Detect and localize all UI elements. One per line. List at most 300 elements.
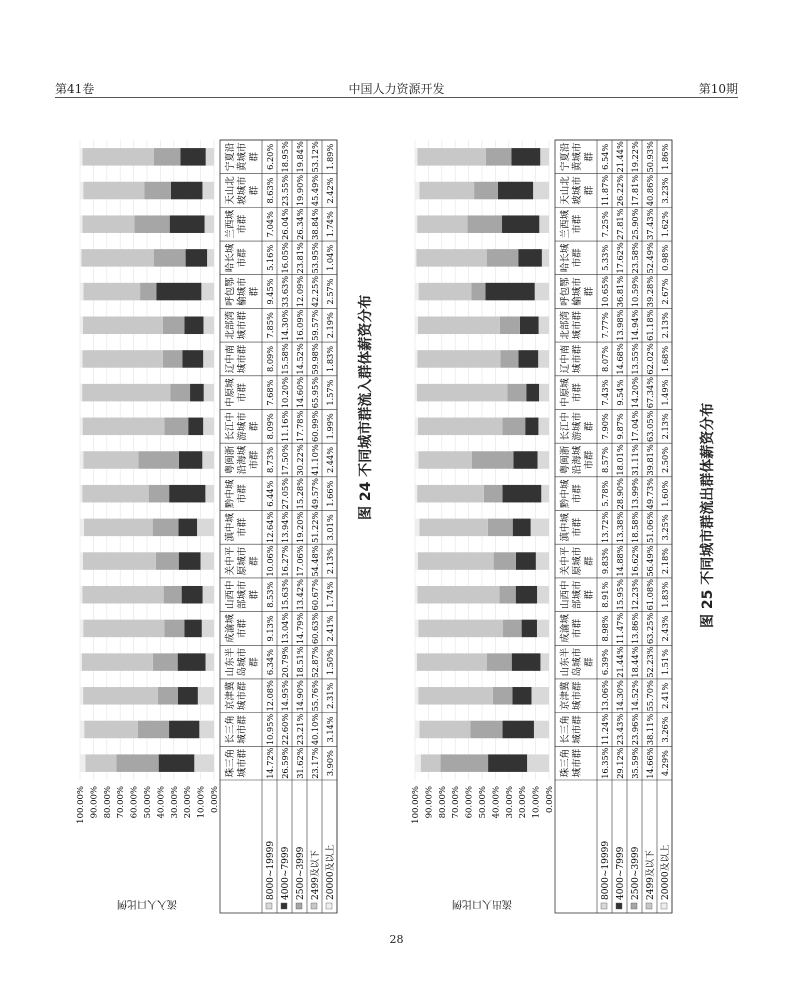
y-tick-label: 60.00% <box>129 786 140 819</box>
y-axis-label: 流入人口比例 <box>117 898 177 909</box>
legend-swatch <box>631 903 637 909</box>
legend-label: 20000及以上 <box>326 844 336 900</box>
bar-segment-0 <box>538 418 549 436</box>
category-label: 山东半岛城市群 <box>560 647 595 677</box>
bar-segment-1 <box>502 215 539 233</box>
data-cell: 2.13% <box>660 312 670 339</box>
bar-segment-4 <box>415 485 417 503</box>
data-cell: 59.57% <box>310 309 320 341</box>
data-cell: 18.58% <box>630 511 640 543</box>
bar-segment-3 <box>81 249 153 267</box>
data-cell: 13.55% <box>630 343 640 375</box>
data-cell: 12.64% <box>265 511 275 543</box>
data-cell: 15.58% <box>280 343 290 375</box>
bar-segment-3 <box>417 350 500 368</box>
data-cell: 2.41% <box>325 615 335 642</box>
data-cell: 13.94% <box>280 511 290 543</box>
bar-segment-0 <box>206 653 214 671</box>
data-cell: 38.84% <box>310 208 320 240</box>
data-cell: 63.05% <box>645 410 655 442</box>
bar-segment-3 <box>419 182 474 200</box>
bar-segment-4 <box>80 653 82 671</box>
data-cell: 2.43% <box>660 615 670 642</box>
data-cell: 62.02% <box>645 343 655 375</box>
bar-segment-0 <box>541 485 549 503</box>
category-label: 宁夏沿黄城市群 <box>225 142 260 172</box>
data-cell: 23.55% <box>280 174 290 207</box>
data-cell: 8.57% <box>600 446 610 474</box>
header-journal: 中国人力资源开发 <box>348 82 445 96</box>
data-cell: 19.22% <box>630 141 640 173</box>
bar-segment-1 <box>503 721 534 739</box>
data-cell: 3.25% <box>660 514 670 541</box>
data-cell: 17.50% <box>280 444 290 476</box>
data-cell: 13.06% <box>600 680 610 712</box>
data-cell: 8.09% <box>265 345 275 372</box>
data-cell: 42.25% <box>310 275 320 308</box>
data-cell: 23.17% <box>310 747 320 779</box>
data-cell: 21.44% <box>615 141 625 173</box>
bar-segment-3 <box>83 451 138 469</box>
data-cell: 13.72% <box>600 511 610 543</box>
data-cell: 35.59% <box>630 747 640 779</box>
data-cell: 6.54% <box>600 143 610 170</box>
bar-segment-0 <box>542 249 549 267</box>
data-cell: 59.98% <box>310 343 320 375</box>
bar-segment-0 <box>194 754 214 772</box>
bar-segment-1 <box>178 687 198 705</box>
bar-segment-4 <box>80 451 83 469</box>
bar-segment-2 <box>153 653 178 671</box>
category-label: 关中平原城市群 <box>225 546 260 576</box>
bar-segment-2 <box>472 451 514 469</box>
data-cell: 1.99% <box>325 413 335 440</box>
data-cell: 26.04% <box>280 208 290 240</box>
bar-segment-1 <box>184 317 203 335</box>
header-volume: 第41卷 <box>55 82 95 96</box>
y-tick-label: 20.00% <box>518 786 529 819</box>
bar-segment-3 <box>418 451 471 469</box>
bar-segment-2 <box>507 384 526 402</box>
data-cell: 19.20% <box>295 511 305 543</box>
bar-segment-1 <box>526 384 539 402</box>
bar-segment-2 <box>164 620 184 638</box>
data-cell: 7.85% <box>265 312 275 339</box>
data-cell: 18.01% <box>615 444 625 476</box>
data-cell: 3.90% <box>325 750 335 777</box>
bar-segment-4 <box>80 215 82 233</box>
category-label: 滇中城市群 <box>225 513 248 542</box>
data-cell: 55.70% <box>645 680 655 712</box>
data-cell: 23.81% <box>295 242 305 274</box>
data-cell: 10.65% <box>600 275 610 308</box>
bar-segment-2 <box>493 687 512 705</box>
bar-segment-0 <box>533 182 549 200</box>
bar-segment-1 <box>488 754 527 772</box>
category-label: 长三角城市群 <box>225 715 248 744</box>
bar-segment-3 <box>416 249 486 267</box>
legend-swatch <box>646 903 652 909</box>
legend-swatch <box>661 903 667 909</box>
data-cell: 11.24% <box>600 713 610 746</box>
bar-segment-0 <box>203 350 214 368</box>
data-cell: 11.47% <box>615 612 625 645</box>
data-cell: 15.28% <box>295 478 305 510</box>
data-cell: 22.60% <box>280 713 290 746</box>
data-cell: 2.44% <box>325 446 335 474</box>
category-label: 天山北坡城市群 <box>225 176 260 205</box>
bar-segment-4 <box>80 687 83 705</box>
y-tick-label: 10.00% <box>196 786 207 819</box>
legend-swatch <box>266 903 272 909</box>
bar-segment-3 <box>82 384 170 402</box>
data-cell: 12.08% <box>265 680 275 712</box>
bar-segment-4 <box>415 182 419 200</box>
bar-segment-0 <box>531 519 549 537</box>
legend-label: 20000及以上 <box>661 844 671 900</box>
bar-segment-4 <box>415 350 417 368</box>
bar-segment-4 <box>80 519 84 537</box>
bar-segment-4 <box>415 249 416 267</box>
data-cell: 33.63% <box>280 275 290 308</box>
data-cell: 14.90% <box>295 680 305 712</box>
bar-segment-4 <box>415 283 419 301</box>
outflow-salary-chart <box>407 135 673 915</box>
category-label: 珠三角城市群 <box>560 748 583 778</box>
category-label: 兰西城市群 <box>225 209 248 239</box>
category-label: 长江中游城市群 <box>560 412 595 441</box>
data-cell: 12.23% <box>630 579 640 611</box>
bar-segment-0 <box>540 653 549 671</box>
data-cell: 1.60% <box>660 480 670 507</box>
bar-segment-0 <box>203 586 214 604</box>
data-cell: 7.77% <box>600 312 610 339</box>
bar-segment-0 <box>534 721 549 739</box>
y-tick-label: 80.00% <box>437 786 448 819</box>
data-cell: 2.13% <box>325 548 335 575</box>
data-cell: 17.06% <box>295 545 305 577</box>
data-cell: 56.49% <box>645 545 655 577</box>
data-cell: 5.78% <box>600 480 610 507</box>
bar-segment-2 <box>467 215 502 233</box>
bar-segment-3 <box>83 283 140 301</box>
legend-label: 8000~19999 <box>266 840 276 900</box>
y-axis-label: 流出人口比例 <box>452 898 512 909</box>
bar-segment-2 <box>500 317 520 335</box>
data-cell: 8.91% <box>600 581 610 608</box>
bar-segment-0 <box>202 620 214 638</box>
figure-24 <box>72 135 338 915</box>
bar-segment-0 <box>205 485 214 503</box>
category-label: 京津冀城市群 <box>560 681 583 711</box>
bar-segment-2 <box>170 384 190 402</box>
data-cell: 9.87% <box>615 413 625 440</box>
data-cell: 1.68% <box>660 345 670 372</box>
bar-segment-3 <box>83 182 144 200</box>
bar-segment-0 <box>527 754 549 772</box>
bar-segment-2 <box>487 653 512 671</box>
data-cell: 65.95% <box>310 377 320 409</box>
data-cell: 17.78% <box>295 410 305 442</box>
data-cell: 1.74% <box>325 581 335 608</box>
data-cell: 15.63% <box>280 579 290 611</box>
data-cell: 13.38% <box>615 511 625 543</box>
data-cell: 8.63% <box>265 177 275 204</box>
data-cell: 37.43% <box>645 208 655 240</box>
data-cell: 23.21% <box>295 713 305 746</box>
bar-segment-1 <box>186 249 208 267</box>
bar-segment-4 <box>80 620 83 638</box>
data-cell: 10.95% <box>265 713 275 746</box>
data-cell: 52.23% <box>645 646 655 678</box>
data-cell: 53.12% <box>310 141 320 173</box>
data-cell: 23.43% <box>615 713 625 746</box>
bar-segment-3 <box>83 148 154 166</box>
data-cell: 25.90% <box>630 208 640 240</box>
data-cell: 14.72% <box>265 747 275 779</box>
bar-segment-2 <box>163 317 185 335</box>
bar-segment-3 <box>418 687 493 705</box>
data-cell: 14.95% <box>280 680 290 712</box>
legend-label: 2500~3999 <box>296 846 306 900</box>
y-tick-label: 0.00% <box>545 786 555 814</box>
bar-segment-4 <box>415 317 418 335</box>
data-cell: 7.90% <box>600 413 610 440</box>
bar-segment-4 <box>415 653 417 671</box>
bar-segment-1 <box>522 620 537 638</box>
data-cell: 51.06% <box>645 511 655 543</box>
bar-segment-2 <box>163 350 182 368</box>
legend-swatch <box>281 903 287 909</box>
bar-segment-2 <box>116 754 158 772</box>
bar-segment-0 <box>540 148 549 166</box>
bar-segment-2 <box>158 687 178 705</box>
bar-segment-2 <box>486 148 512 166</box>
bar-segment-3 <box>417 215 467 233</box>
data-cell: 7.68% <box>265 379 275 406</box>
data-cell: 8.07% <box>600 345 610 372</box>
data-cell: 1.57% <box>325 379 335 406</box>
y-tick-label: 100.00% <box>411 786 421 824</box>
data-cell: 49.57% <box>310 478 320 510</box>
data-cell: 14.30% <box>615 680 625 712</box>
category-label: 珠三角城市群 <box>225 748 248 778</box>
category-label: 山西中部城市群 <box>225 580 260 609</box>
data-cell: 18.51% <box>295 646 305 678</box>
data-cell: 13.04% <box>280 612 290 645</box>
category-label: 兰西城市群 <box>560 209 583 239</box>
bar-segment-1 <box>169 721 199 739</box>
data-cell: 11.16% <box>280 410 290 442</box>
y-tick-label: 100.00% <box>76 786 86 824</box>
category-label: 长三角城市群 <box>560 715 583 744</box>
category-label: 辽中南城市群 <box>225 344 248 374</box>
data-cell: 9.45% <box>265 278 275 305</box>
header-issue: 第10期 <box>698 82 738 96</box>
category-label: 哈长城市群 <box>225 243 248 273</box>
bar-segment-1 <box>519 350 539 368</box>
legend-label: 2499及以下 <box>646 850 656 900</box>
bar-segment-1 <box>498 182 533 200</box>
data-cell: 14.52% <box>630 680 640 712</box>
data-cell: 17.62% <box>615 242 625 274</box>
data-cell: 27.81% <box>615 208 625 240</box>
data-cell: 63.25% <box>645 612 655 645</box>
bar-segment-1 <box>188 418 203 436</box>
bar-segment-4 <box>80 418 83 436</box>
data-cell: 21.44% <box>615 646 625 678</box>
category-label: 成渝城市群 <box>225 614 248 643</box>
data-cell: 10.06% <box>265 545 275 577</box>
data-cell: 26.22% <box>615 174 625 207</box>
data-cell: 15.95% <box>615 579 625 611</box>
legend-label: 2499及以下 <box>311 850 321 900</box>
bar-segment-4 <box>415 620 418 638</box>
data-cell: 19.90% <box>295 174 305 207</box>
data-cell: 11.87% <box>600 174 610 207</box>
data-cell: 1.83% <box>325 345 335 372</box>
bar-segment-4 <box>415 552 418 570</box>
bar-segment-3 <box>82 215 134 233</box>
data-cell: 7.25% <box>600 211 610 238</box>
y-tick-label: 10.00% <box>531 786 542 819</box>
data-cell: 5.33% <box>600 244 610 271</box>
bar-segment-2 <box>153 519 179 537</box>
bar-segment-4 <box>80 283 83 301</box>
inflow-salary-chart <box>72 135 338 915</box>
bar-segment-3 <box>419 519 487 537</box>
category-label: 粤闽浙沿海城市群 <box>225 445 260 475</box>
category-label: 呼包鄂榆城市群 <box>225 277 260 306</box>
bar-segment-3 <box>417 485 484 503</box>
bar-segment-1 <box>485 283 534 301</box>
data-cell: 9.13% <box>265 615 275 642</box>
y-tick-label: 30.00% <box>169 786 180 819</box>
bar-segment-1 <box>169 485 205 503</box>
data-cell: 8.09% <box>265 413 275 440</box>
bar-segment-1 <box>525 418 538 436</box>
data-cell: 5.16% <box>265 244 275 271</box>
bar-segment-1 <box>180 148 205 166</box>
data-cell: 10.20% <box>280 377 290 409</box>
data-cell: 1.74% <box>325 211 335 238</box>
bar-segment-3 <box>83 620 164 638</box>
data-cell: 3.14% <box>325 716 335 743</box>
bar-segment-4 <box>415 418 418 436</box>
bar-segment-2 <box>140 283 156 301</box>
data-cell: 6.34% <box>265 649 275 676</box>
bar-segment-0 <box>539 384 549 402</box>
bar-segment-3 <box>82 586 163 604</box>
data-cell: 55.76% <box>310 680 320 712</box>
bar-segment-2 <box>138 451 178 469</box>
bar-segment-0 <box>198 687 214 705</box>
data-cell: 1.89% <box>325 143 335 170</box>
figure-25 <box>407 135 673 915</box>
category-label: 成渝城市群 <box>560 614 583 643</box>
legend-label: 8000~19999 <box>601 840 611 900</box>
y-tick-label: 60.00% <box>464 786 475 819</box>
bar-segment-3 <box>84 721 138 739</box>
data-cell: 41.10% <box>310 444 320 476</box>
bar-segment-4 <box>80 182 83 200</box>
data-cell: 8.53% <box>265 581 275 608</box>
data-cell: 49.73% <box>645 478 655 510</box>
bar-segment-1 <box>182 350 203 368</box>
category-label: 北部湾城市群 <box>560 311 583 340</box>
bar-segment-2 <box>474 182 498 200</box>
bar-segment-2 <box>164 586 182 604</box>
bar-segment-2 <box>503 620 522 638</box>
data-cell: 31.11% <box>630 444 640 476</box>
data-cell: 14.88% <box>615 545 625 577</box>
data-cell: 1.51% <box>660 649 670 676</box>
bar-segment-1 <box>512 653 541 671</box>
data-cell: 23.58% <box>630 242 640 274</box>
bar-segment-1 <box>179 451 202 469</box>
data-cell: 61.08% <box>645 579 655 611</box>
bar-segment-1 <box>178 653 206 671</box>
data-cell: 14.20% <box>630 377 640 409</box>
bar-segment-1 <box>156 283 201 301</box>
data-cell: 2.50% <box>660 446 670 474</box>
data-cell: 13.86% <box>630 612 640 645</box>
legend-swatch <box>616 903 622 909</box>
legend-label: 2500~3999 <box>631 846 641 900</box>
data-cell: 54.48% <box>310 545 320 577</box>
data-cell: 45.49% <box>310 174 320 207</box>
data-cell: 1.49% <box>660 379 670 406</box>
legend-swatch <box>296 903 302 909</box>
bar-segment-3 <box>82 350 162 368</box>
bar-segment-1 <box>512 148 541 166</box>
figure-24-caption: 图 24 不同城市群流入群体薪资分布 <box>358 294 374 520</box>
data-cell: 13.42% <box>295 579 305 611</box>
bar-segment-2 <box>154 148 181 166</box>
bar-segment-2 <box>499 586 515 604</box>
bar-segment-4 <box>415 215 417 233</box>
data-cell: 1.50% <box>325 649 335 676</box>
data-cell: 16.09% <box>295 309 305 341</box>
y-tick-label: 20.00% <box>183 786 194 819</box>
y-tick-label: 50.00% <box>143 786 153 819</box>
data-cell: 14.60% <box>295 377 305 409</box>
bar-segment-0 <box>206 148 214 166</box>
bar-segment-0 <box>204 384 214 402</box>
bar-segment-1 <box>516 586 537 604</box>
data-cell: 9.54% <box>615 379 625 406</box>
bar-segment-2 <box>138 721 169 739</box>
bar-segment-2 <box>156 552 179 570</box>
bar-segment-0 <box>205 215 214 233</box>
data-cell: 14.79% <box>295 612 305 645</box>
data-cell: 23.96% <box>630 713 640 746</box>
data-cell: 14.68% <box>615 343 625 375</box>
data-cell: 27.05% <box>280 478 290 510</box>
data-cell: 6.44% <box>265 480 275 507</box>
bar-segment-3 <box>417 384 507 402</box>
bar-segment-1 <box>503 485 542 503</box>
data-cell: 10.59% <box>630 275 640 308</box>
bar-segment-1 <box>179 552 201 570</box>
category-label: 山西中部城市群 <box>560 580 595 609</box>
bar-segment-1 <box>518 249 542 267</box>
data-cell: 39.28% <box>645 275 655 308</box>
y-tick-label: 70.00% <box>451 786 462 819</box>
bar-segment-3 <box>418 148 486 166</box>
bar-segment-2 <box>154 249 186 267</box>
category-label: 滇中城市群 <box>560 513 583 542</box>
